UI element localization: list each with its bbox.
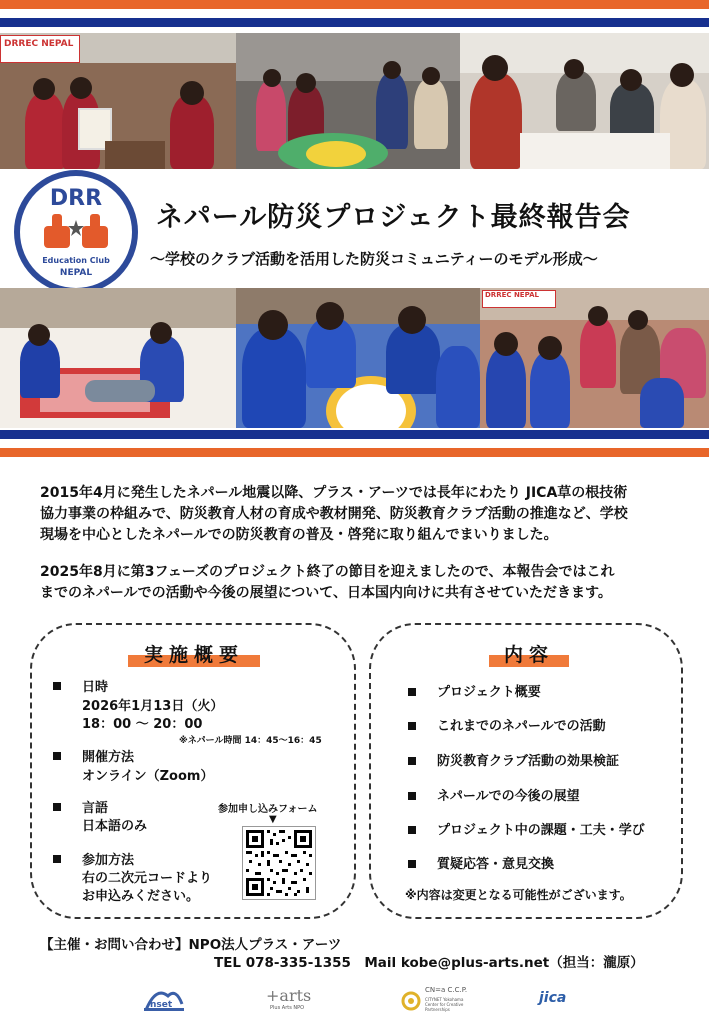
top-stripe-navy [0,18,709,27]
banner-text: DRREC NEPAL [4,39,74,49]
contents-item: プロジェクト概要 [437,685,541,700]
citynet-sub: CITYNET Yokohama Center for Creative Partnerships [425,997,464,1012]
middle-stripe-orange [0,448,709,457]
banner-small: DRREC NEPAL [482,290,556,308]
photo-community-gathering [480,288,709,428]
contents-note: ※内容は変更となる可能性がございます。 [405,888,632,902]
bullet [408,860,416,868]
contents-item: プロジェクト中の課題・工夫・学び [437,823,645,838]
page-title: ネパール防災プロジェクト最終報告会 [156,202,631,233]
time-value: 18：00 〜 20：00 [82,717,203,732]
join-label: 参加方法 [82,853,135,868]
registration-qr-code[interactable] [242,826,316,900]
logo-education-club-text: Education Club [42,256,110,265]
method-label: 開催方法 [82,750,135,765]
photo-workshop-classroom [0,33,236,169]
bullet [408,757,416,765]
contact-line: TEL 078-335-1355 Mail kobe@plus-arts.net（担当：瀧原） [214,955,644,971]
join-value-2: お申込みください。 [82,889,200,904]
page-subtitle: 〜学校のクラブ活動を活用した防災コミュニティーのモデル形成〜 [150,250,598,268]
date-value: 2026年1月13日（火） [82,699,224,714]
bullet [53,752,61,760]
nepal-time-note: ※ネパール時間 14：45〜16：45 [179,736,322,746]
bullet [53,682,61,690]
bullet [53,855,61,863]
citynet-logo: CN=a C.C.P. CITYNET Yokohama Center for Creative Partnerships [400,984,480,1016]
overview-heading: 実施概要 [128,640,260,667]
nset-logo: nset [142,984,186,1014]
form-arrow: ▼ [269,814,277,825]
language-value: 日本語のみ [82,819,148,834]
photo-meeting [460,33,709,169]
jica-logo: jica [539,990,567,1006]
middle-stripe-navy [0,430,709,439]
bullet [408,688,416,696]
join-value-1: 右の二次元コードより [82,871,213,886]
intro-paragraph-2: 2025年8月に第3フェーズのプロジェクト終了の節目を迎えましたので、本報告会ではこれ までのネパールでの活動や今後の展望について、日本国内向けに共有させていただきます。 [40,564,615,601]
organizer-line: 【主催・お問い合わせ】NPO法人プラス・アーツ [40,937,342,953]
logo-drr-text: DRR [49,186,103,211]
top-stripe-orange [0,0,709,9]
bullet [408,792,416,800]
bullet [53,803,61,811]
photo-first-aid-training [0,288,236,428]
contents-item: 防災教育クラブ活動の効果検証 [437,754,620,769]
photo-mat-activity [236,33,460,169]
method-value: オンライン（Zoom） [82,769,214,784]
bullet [408,722,416,730]
intro-paragraph-1: 2015年4月に発生したネパール地震以降、プラス・アーツでは長年にわたり JICA草の根技術 協力事業の枠組みで、防災教育人材の育成や教材開発、防災教育クラブ活動の推進など、学校 現場を中心としたネパールでの防災教育の普及・啓発に取り組んでまいりました。 [40,485,628,543]
language-label: 言語 [82,801,109,816]
date-label: 日時 [82,680,109,695]
bullet [408,826,416,834]
photo-students-board-game [236,288,480,428]
contents-item: 質疑応答・意見交換 [437,857,555,872]
form-label: 参加申し込みフォーム [218,804,318,815]
banner [0,35,80,63]
contents-box [369,623,683,919]
logo-thumbs-icon [42,214,110,250]
drr-education-club-logo [14,170,138,294]
contents-heading: 内容 [489,640,569,667]
logo-nepal-text: NEPAL [59,268,93,278]
contents-item: ネパールでの今後の展望 [437,789,580,804]
contents-item: これまでのネパールでの活動 [437,719,606,734]
plus-arts-logo: +arts Plus Arts NPO [266,986,312,1011]
